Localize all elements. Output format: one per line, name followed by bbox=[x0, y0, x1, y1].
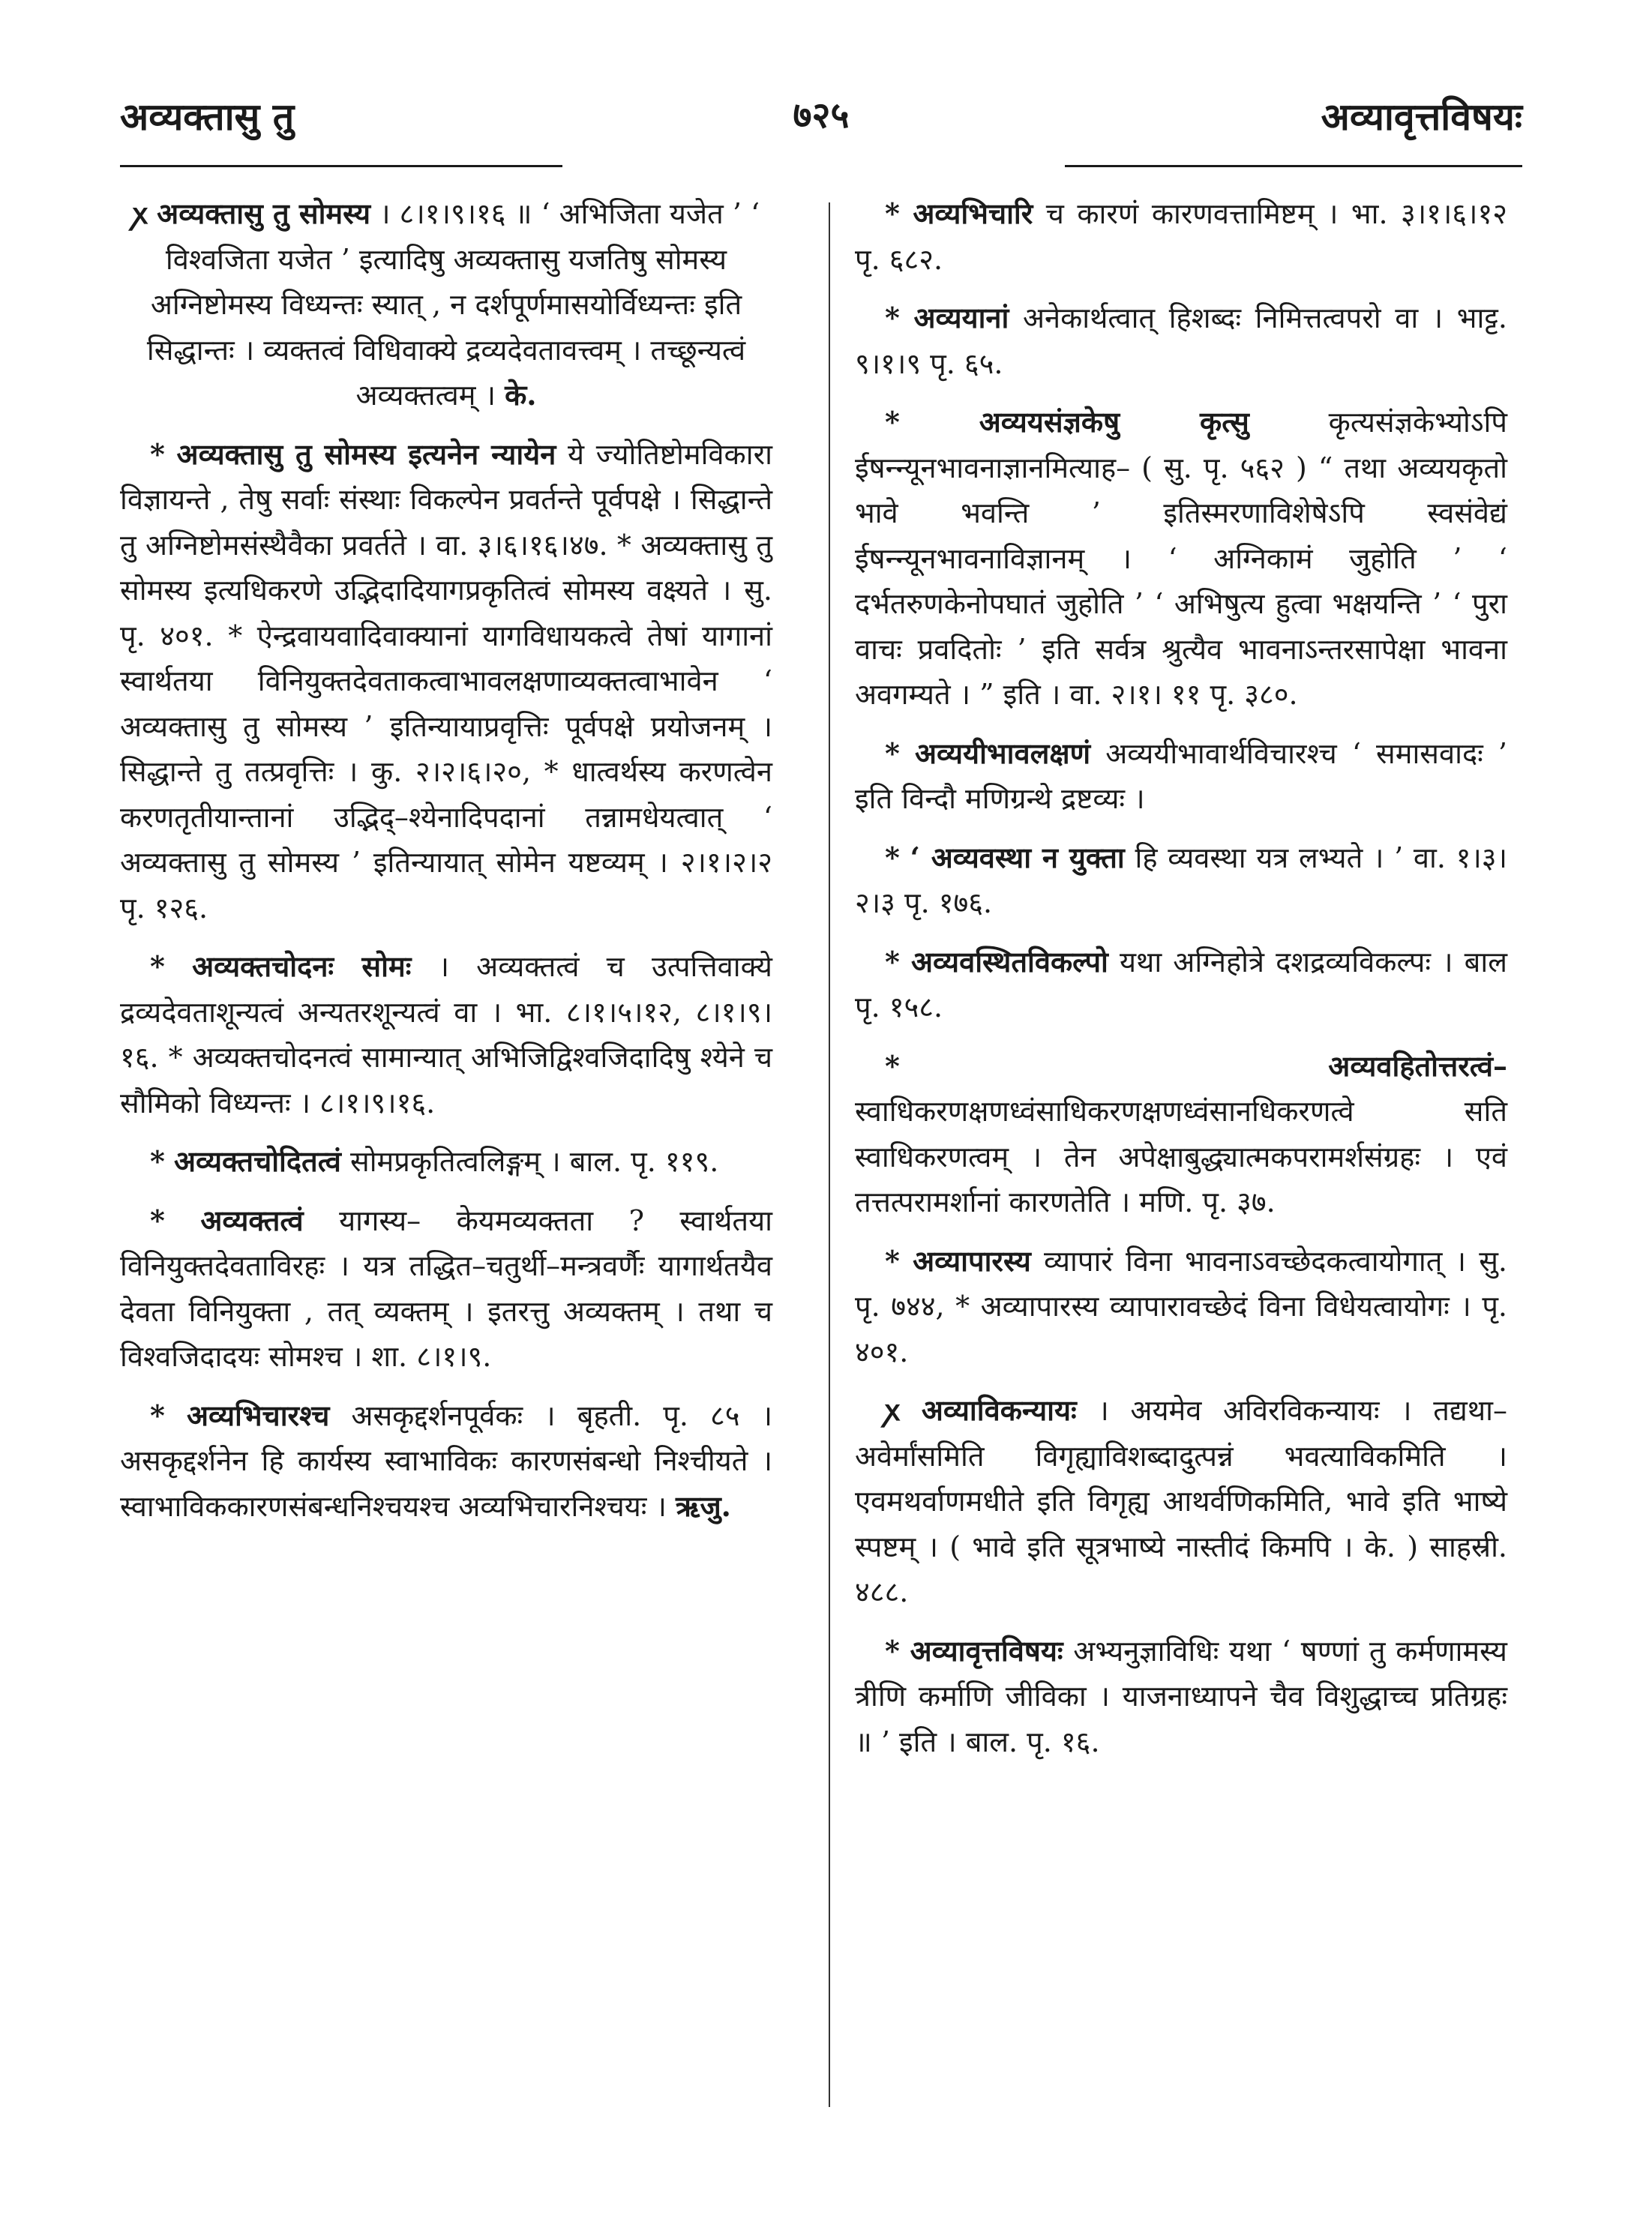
entry-marker: * bbox=[885, 1243, 900, 1278]
page-header bbox=[120, 90, 1522, 150]
entry-headword: अव्ययीभावलक्षणं bbox=[914, 736, 1091, 770]
entry-reference: कु. २।२।६।२०, * धात्वर्थस्य करणत्वेन करणतृतीयान्तानां उद्भिद्–श्येनादिपदानां तन्नामधेयत्वात् ‘ अव्यक्तासु तु सोमस्य ’ इतिन्यायात् सोमेन यष्टव्यम् । २।१।२।२ पृ. १२६. bbox=[120, 755, 772, 925]
header-rule-left bbox=[120, 165, 562, 167]
entry-text: हि व्यवस्था यत्र लभ्यते । ’ वा. १।३।२।३ पृ. १७६. bbox=[855, 841, 1507, 919]
entry-text: । ८।१।९।१६ ॥ ‘ अभिजिता यजेत ’ ‘ विश्वजिता यजेत ’ इत्यादिषु अव्यक्तासु यजतिषु सोमस्य अग्निष्टोमस्य विध्यन्तः स्यात् , न दर्शपूर्णमासयोर्विध्यन्तः इति सिद्धान्तः । व्यक्तत्वं विधिवाक्ये द्रव्यदेवतावत्त्वम् । तच्छून्यत्वं अव्यक्तत्वम् । bbox=[146, 197, 760, 412]
right-column bbox=[855, 191, 1507, 1778]
dictionary-entry bbox=[855, 731, 1507, 822]
entry-reference: ऋजु. bbox=[676, 1488, 731, 1523]
running-head-right: अव्यावृत्तविषयः bbox=[1321, 94, 1522, 139]
entry-marker: * bbox=[150, 949, 165, 983]
entry-marker: * bbox=[885, 1048, 900, 1083]
entry-text: यागस्य– केयमव्यक्तता ? स्वार्थतया विनियुक्तदेवताविरहः । यत्र तद्धित–चतुर्थी–मन्त्रवर्णैः यागार्थतयैव देवता विनियुक्ता , तत् व्यक्तम् । इतरत्तु अव्यक्तम् । तथा च विश्वजिदादयः सोमश्च । शा. ८।१।९. bbox=[120, 1203, 772, 1373]
dictionary-entry bbox=[120, 191, 772, 418]
entry-marker: * bbox=[885, 736, 900, 770]
dictionary-entry bbox=[120, 432, 772, 931]
entry-headword: अव्यक्तत्वं bbox=[200, 1203, 304, 1237]
entry-headword: अव्ययानां bbox=[913, 301, 1009, 334]
running-head-left: अव्यक्तासु तु bbox=[120, 94, 295, 139]
entry-headword: अव्यवहितोत्तरत्वं– bbox=[1328, 1048, 1507, 1083]
entry-headword: ‘ अव्यवस्था न युक्ता bbox=[910, 840, 1125, 874]
entry-text: स्वाधिकरणक्षणध्वंसाधिकरणक्षणध्वंसानधिकरणत्वे सति स्वाधिकरणत्वम् । तेन अपेक्षाबुद्ध्यात्मकपरामर्शसंग्रहः । एवं तत्तत्परामर्शानां कारणतेति । मणि. पृ. ३७. bbox=[855, 1095, 1507, 1218]
dictionary-entry bbox=[855, 835, 1507, 926]
entry-text: सोमप्रकृतित्वलिङ्गम् । बाल. पृ. ११९. bbox=[350, 1145, 719, 1178]
entry-text: यथा अग्निहोत्रे दशद्रव्यविकल्पः । बाल पृ. १५८. bbox=[855, 945, 1507, 1024]
entry-marker: * bbox=[885, 840, 900, 874]
entry-text: अव्ययीभावार्थविचारश्च ‘ समासवादः ’ इति विन्दौ मणिग्रन्थे द्रष्टव्यः । bbox=[855, 736, 1507, 815]
entry-text: च कारणं कारणवत्तामिष्टम् । भा. ३।१।६।१२ पृ. ६८२. bbox=[855, 197, 1507, 276]
entry-text: कृत्यसंज्ञकेभ्योऽपि ईषन्न्यूनभावनाज्ञानमित्याह– ( सु. पृ. ५६२ ) “ तथा अव्ययकृतो भावे भवन्ति ’ इतिस्मरणाविशेषेऽपि स्वसंवेद्यं ईषन्न्यूनभावनाविज्ञानम् । ‘ अग्निकामं जुहोति ’ ‘ दर्भतरुणकेनोपघातं जुहोति ’ ‘ अभिषुत्य हुत्वा भक्षयन्ति ’ ‘ पुरा वाचः प्रवदितोः ’ इति सर्वत्र श्रुत्यैव भावनाऽन्तरसापेक्षा भावना अवगम्यते । ” इति । वा. २।१। ११ पृ. ३८०. bbox=[855, 406, 1507, 711]
dictionary-entry bbox=[855, 940, 1507, 1030]
page-number: ७२५ bbox=[793, 94, 850, 136]
dictionary-entry bbox=[855, 295, 1507, 386]
dictionary-entry bbox=[120, 1393, 772, 1530]
entry-headword: अव्यवस्थितविकल्पो bbox=[911, 944, 1108, 979]
entry-headword: अव्यक्तचोदनः सोमः bbox=[192, 949, 412, 983]
dictionary-entry bbox=[855, 1044, 1507, 1225]
left-column bbox=[120, 191, 772, 1542]
entry-marker: * bbox=[885, 1633, 900, 1668]
dictionary-entry bbox=[120, 1139, 772, 1185]
entry-text: ये ज्योतिष्टोमविकारा विज्ञायन्ते , तेषु सर्वाः संस्थाः विकल्पेन प्रवर्तन्ते पूर्वपक्षे । सिद्धान्ते तु अग्निष्टोमसंस्थैवैका प्रवर्तते । वा. ३।६।१६।४७. * अव्यक्तासु तु सोमस्य इत्यधिकरणे उद्भिदादियागप्रकृतित्वं सोमस्य वक्ष्यते । सु. पृ. ४०१. * ऐन्द्रवायवादिवाक्यानां यागविधायकत्वे तेषां यागानां स्वार्थतया विनियुक्तदेवताकत्वाभावलक्षणाव्यक्तत्वाभावेन ‘ अव्यक्तासु तु सोमस्य ’ इतिन्यायाप्रवृत्तिः पूर्वपक्षे प्रयोजनम् । सिद्धान्ते तु तत्प्रवृत्तिः । bbox=[120, 437, 772, 788]
entry-marker: * bbox=[885, 196, 900, 230]
entry-text: अभ्यनुज्ञाविधिः यथा ‘ षण्णां तु कर्मणामस्य त्रीणि कर्माणि जीविका । याजनाध्यापने चैव विशुद्धाच्च प्रतिग्रहः ॥ ’ इति । बाल. पृ. १६. bbox=[855, 1634, 1507, 1758]
column-divider bbox=[829, 202, 830, 2107]
entry-marker: * bbox=[885, 405, 900, 439]
dictionary-entry bbox=[120, 1198, 772, 1380]
entry-marker: * bbox=[150, 1203, 165, 1237]
dictionary-entry bbox=[855, 400, 1507, 718]
entry-marker: * bbox=[150, 1398, 165, 1432]
entry-text: अनेकार्थत्वात् हिशब्दः निमित्तत्वपरो वा । भाट्ट. ९।१।९ पृ. ६५. bbox=[855, 301, 1507, 380]
entry-headword: अव्यभिचारि bbox=[913, 196, 1033, 230]
entry-marker: * bbox=[885, 944, 900, 979]
entry-text: । अव्यक्तत्वं च उत्पत्तिवाक्ये द्रव्यदेवताशून्यत्वं अन्यतरशून्यत्वं वा । भा. ८।१।५।१२, ८।१।९।१६. * अव्यक्तचोदनत्वं सामान्यात् अभिजिद्विश्वजिदादिषु श्येने च सौमिको विध्यन्तः । ८।१।९।१६. bbox=[120, 950, 772, 1119]
entry-marker: ꭗ bbox=[885, 1393, 901, 1427]
entry-headword: अव्यभिचारश्च bbox=[186, 1398, 330, 1432]
header-rule-right bbox=[1065, 165, 1522, 167]
entry-headword: अव्याविकन्यायः bbox=[921, 1393, 1077, 1427]
entry-marker: * bbox=[150, 436, 165, 471]
dictionary-entry bbox=[855, 1239, 1507, 1375]
dictionary-entry bbox=[855, 1629, 1507, 1765]
entry-headword: अव्यक्तचोदितत्वं bbox=[173, 1144, 341, 1178]
entry-marker: * bbox=[150, 1144, 165, 1178]
entry-reference: के. bbox=[505, 378, 537, 412]
entry-headword: अव्यक्तासु तु सोमस्य इत्यनेन न्यायेन bbox=[176, 436, 556, 471]
entry-text: असकृद्दर्शनपूर्वकः । बृहती. पृ. ८५ । असकृद्दर्शनेन हि कार्यस्य स्वाभाविकः कारणसंबन्धो निश्चीयते । स्वाभाविककारणसंबन्धनिश्चयश्च अव्यभिचारनिश्चयः । bbox=[120, 1398, 772, 1523]
dictionary-entry bbox=[855, 191, 1507, 282]
entry-headword: अव्यावृत्तविषयः bbox=[910, 1633, 1063, 1668]
entry-text: व्यापारं विना भावनाऽवच्छेदकत्वायोगात् । सु. पृ. ७४४, * अव्यापारस्य व्यापारावच्छेदं विना विधेयत्वायोगः । पृ. ४०१. bbox=[855, 1244, 1507, 1368]
entry-text: । अयमेव अविरविकन्यायः । तद्यथा– अवेर्मांसमिति विगृह्याविशब्दादुत्पन्नं भवत्याविकमिति । एवमथर्वाणमधीते इति विगृह्य आथर्वणिकमिति, भावे इति भाष्ये स्पष्टम् । ( भावे इति सूत्रभाष्ये नास्तीदं किमपि । के. ) साहस्री. ४८८. bbox=[855, 1394, 1507, 1608]
entry-headword: अव्यक्तासु तु सोमस्य bbox=[157, 196, 370, 230]
entry-marker: ꭗ bbox=[132, 196, 148, 230]
dictionary-entry bbox=[120, 944, 772, 1125]
entry-headword: अव्यापारस्य bbox=[913, 1243, 1031, 1278]
entry-headword: अव्ययसंज्ञकेषु कृत्सु bbox=[979, 405, 1249, 439]
dictionary-entry bbox=[855, 1388, 1507, 1615]
entry-marker: * bbox=[885, 301, 900, 334]
